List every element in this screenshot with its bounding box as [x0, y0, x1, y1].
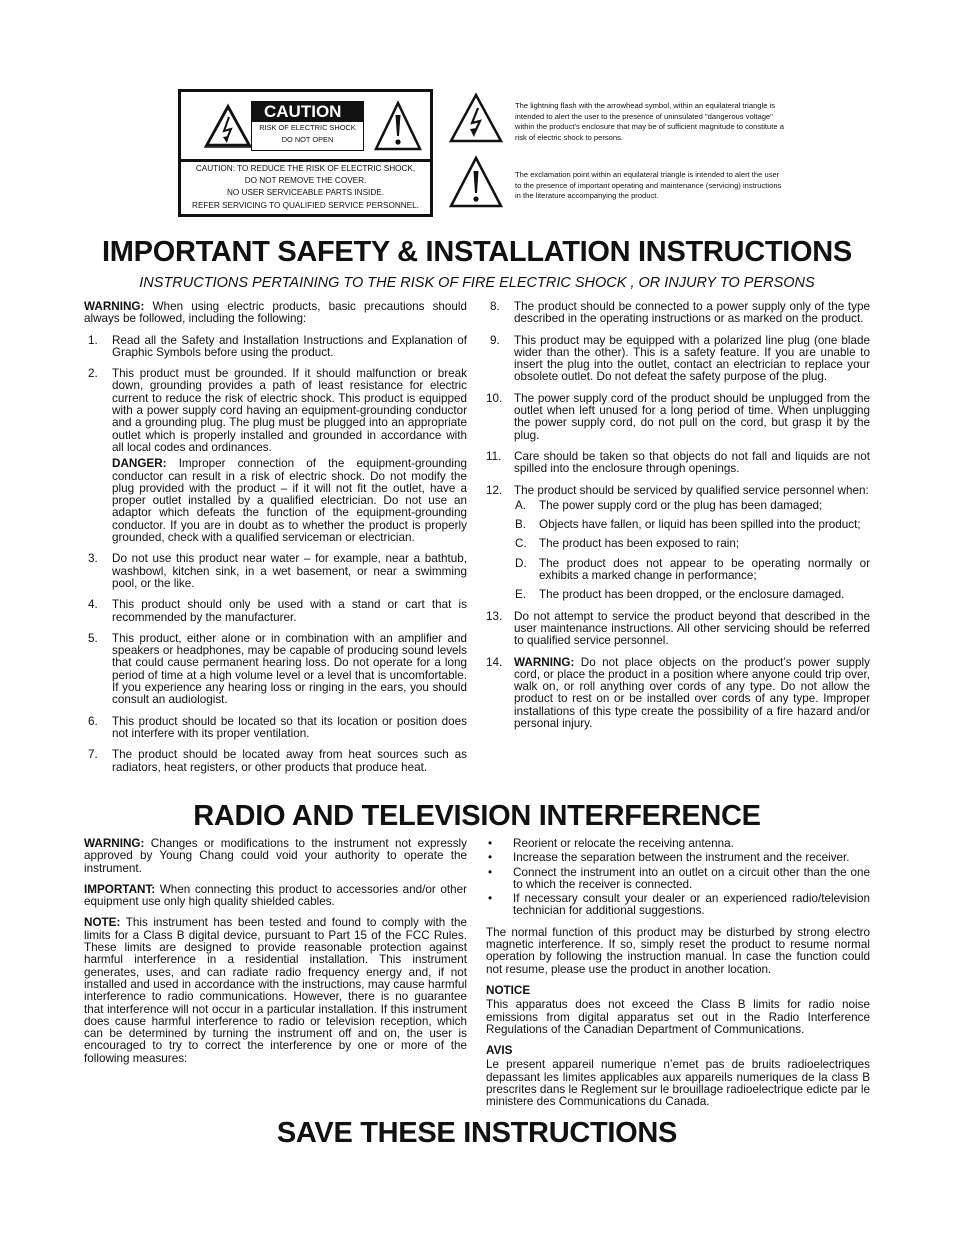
list-item: [84, 633, 467, 707]
sub-list-item: [489, 500, 870, 512]
caution-word: CAUTION: [252, 102, 363, 122]
bullet: •: [488, 892, 493, 906]
bullet: •: [488, 851, 493, 865]
avis-text: Le present appareil numerique n’emet pas de bruits radioelectriques depassant les limites applicables aux appareils numeriques de la class B prescrites dans le Reglement sur le brouillage radioelectrique edicte par le ministere des Communications du Canada.: [486, 1058, 870, 1109]
sub-list-item: [489, 558, 870, 583]
item-text: The product should be serviced by qualified service personnel when:: [514, 483, 869, 497]
sub-item-text: The power supply cord or the plug has been damaged;: [539, 498, 823, 512]
list-item: [84, 599, 467, 624]
measure-text: If necessary consult your dealer or an experienced radio/television technician for additional suggestions.: [513, 892, 870, 918]
list-item: [84, 716, 467, 741]
measure-text: Increase the separation between the instrument and the receiver.: [513, 851, 850, 865]
item-text: This product, either alone or in combination with an amplifier and speakers or headphones, may be capable of producing sound levels that could cause permanent hearing loss. Do not operate for a long period of time at a high volume level or a level that is uncomfortable. If you experience any hearing loss or ringing in the ears, you should consult an audiologist.: [112, 631, 467, 707]
measure-text: Reorient or relocate the receiving antenna.: [513, 837, 734, 850]
sub-item-text: The product does not appear to be operating normally or exhibits a marked change in performance;: [539, 556, 870, 583]
bullet: •: [488, 865, 493, 879]
item-warning-label: WARNING:: [514, 655, 575, 669]
avis-title: AVIS: [486, 1044, 513, 1058]
item-number: 11.: [486, 449, 502, 463]
item-number: 7.: [88, 748, 98, 762]
notice-text: This apparatus does not exceed the Class B limits for radio noise emissions from digital apparatus set out in the Radio Interference Regulations of the Canadian Department of Communications.: [486, 998, 870, 1036]
list-item: [486, 301, 870, 326]
list-item: [84, 749, 467, 774]
sub-item-text: The product has been dropped, or the enclosure damaged.: [539, 588, 845, 602]
list-item: [84, 368, 467, 454]
item-number: 10.: [486, 391, 503, 405]
list-item: [486, 335, 870, 384]
safety-warning: [84, 301, 467, 326]
caution-label: [178, 89, 433, 217]
radio-important: [84, 884, 467, 909]
page-subtitle: INSTRUCTIONS PERTAINING TO THE RISK OF FIRE ELECTRIC SHOCK , OR INJURY TO PERSONS: [139, 275, 815, 291]
item-number: 13.: [486, 609, 503, 623]
item-text: Do not place objects on the product’s power supply cord, or place the product in a position where anyone could trip over, walk on, or roll anything over cords of any type. Do not allow the product to rest on or be installed over cords of any type. Improper installations of this type create the possibility of a fire hazard and/or personal injury.: [514, 655, 870, 731]
radio-warning-text: Changes or modifications to the instrument not expressly approved by Young Chang could void your authority to operate the instrument.: [84, 837, 467, 875]
item-number: 6.: [88, 714, 98, 728]
sub-item-letter: A.: [515, 498, 527, 512]
radio-left-column: [84, 838, 467, 1074]
measure-item: [486, 867, 870, 892]
caution-open-text: DO NOT OPEN: [281, 135, 334, 144]
list-item: [486, 485, 870, 497]
caution-label-top: [181, 92, 430, 162]
item-text: The product should be connected to a power supply only of the type described in the operating instructions or as marked on the product.: [514, 300, 870, 326]
measure-text: Connect the instrument into an outlet on a circuit other than the one to which the receiver is connected.: [513, 865, 870, 891]
caution-instruction-line: NO USER SERVICEABLE PARTS INSIDE.: [227, 188, 384, 198]
avis-heading: [486, 1045, 870, 1057]
item-number: 3.: [88, 552, 98, 566]
exclamation-icon: [373, 100, 423, 152]
sub-item-text: The product has been exposed to rain;: [539, 537, 740, 551]
danger-label: DANGER:: [112, 457, 167, 471]
item-text: This product should be located so that its location or position does not interfere with its proper ventilation.: [112, 714, 467, 740]
sub-item-letter: D.: [515, 556, 527, 570]
sub-item-text: Objects have fallen, or liquid has been spilled into the product;: [539, 518, 861, 532]
important-label: IMPORTANT:: [84, 882, 156, 896]
caution-instruction-line: CAUTION: TO REDUCE THE RISK OF ELECTRIC SHOCK,: [195, 164, 416, 173]
list-item: [84, 553, 467, 590]
list-item: [84, 335, 467, 360]
save-instructions-title: SAVE THESE INSTRUCTIONS: [276, 1117, 678, 1149]
important-text: When connecting this product to accessories and/or other equipment use only high quality shielded cables.: [84, 882, 467, 909]
safety-right-column: [486, 301, 870, 739]
item-number: 1.: [88, 333, 98, 347]
warning-label: WARNING:: [84, 300, 145, 313]
sub-list-item: [489, 519, 870, 531]
note-text: This instrument has been tested and found to comply with the limits for a Class B digital device, pursuant to Part 15 of the FCC Rules. These limits are designed to provide reasonable protection against harmful interference in a residential installation. This instrument generates, uses, and can radiate radio frequency energy and, if not installed and used in accordance with the instructions, may cause harmful interference to radio communications. However, there is no guarantee that interference will not occur in a particular installation. If this instrument does cause harmful interference to radio or television reception, which can be determined by turning the instrument off and on, the user is encouraged to try to correct the interference by one or more of the following measures:: [84, 916, 467, 1065]
exclamation-triangle-icon: [448, 155, 504, 209]
measure-item: [486, 852, 870, 864]
item-text: Do not use this product near water – for example, near a bathtub, washbowl, kitchen sink, in a wet basement, or near a swimming pool, or the like.: [112, 552, 467, 590]
sub-item-letter: E.: [515, 588, 527, 602]
radio-section-title: RADIO AND TELEVISION INTERFERENCE: [193, 800, 761, 832]
item-number: 12.: [486, 483, 503, 497]
measure-item: [486, 893, 870, 918]
radio-warning-label: WARNING:: [84, 837, 145, 850]
page-title: IMPORTANT SAFETY & INSTALLATION INSTRUCTIONS: [102, 236, 852, 268]
service-conditions: [486, 500, 870, 602]
radio-note: [84, 917, 467, 1065]
item-text: This product must be grounded. If it should malfunction or break down, grounding provides a path of least resistance for electric current to reduce the risk of electric shock. This product is equipped with a power supply cord having an equipment-grounding conductor and a grounding plug. The plug must be plugged into an appropriate outlet which is properly installed and grounded in accordance with all local codes and ordinances.: [112, 367, 467, 454]
item-text: Read all the Safety and Installation Instructions and Explanation of Graphic Symbols before using the product.: [112, 333, 467, 359]
danger-note: [112, 458, 467, 544]
caution-instruction-line: DO NOT REMOVE THE COVER.: [244, 176, 367, 186]
lightning-symbol-explanation: The lightning flash with the arrowhead symbol, within an equilateral triangle is intended to alert the user to the presence of uninsulated "dangerous voltage" within the product's enclosure that may be of sufficient magnitude to constitute a risk of electric shock to persons.: [515, 101, 784, 142]
sub-item-letter: B.: [515, 518, 527, 532]
sub-list-item: [489, 589, 870, 601]
notice-title: NOTICE: [486, 983, 531, 997]
item-number: 2.: [88, 367, 98, 381]
item-number: 4.: [88, 598, 98, 612]
exclamation-symbol-explanation: The exclamation point within an equilateral triangle is intended to alert the user to the presence of important operating and maintenance (servicing) instructions in the literature accompanying the product.: [515, 170, 782, 201]
measure-item: [486, 838, 870, 850]
safety-left-column: [84, 301, 467, 783]
sub-item-letter: C.: [515, 537, 527, 551]
caution-instruction-line: REFER SERVICING TO QUALIFIED SERVICE PERSONNEL.: [192, 200, 419, 210]
caution-badge: [251, 101, 364, 151]
item-number: 9.: [490, 333, 500, 347]
note-label: NOTE:: [84, 916, 121, 930]
lightning-triangle-icon: [448, 92, 504, 144]
item-text: Care should be taken so that objects do not fall and liquids are not spilled into the enclosure through openings.: [514, 449, 870, 476]
lightning-icon: [203, 103, 253, 149]
radio-right-column: [486, 838, 870, 1118]
notice-heading: [486, 985, 870, 997]
bullet: •: [488, 837, 493, 850]
item-text: Do not attempt to service the product beyond that described in the user maintenance instructions. All other servicing should be referred to qualified service personnel.: [514, 609, 870, 648]
radio-warning: [84, 838, 467, 875]
item-text: This product should only be used with a stand or cart that is recommended by the manufacturer.: [112, 598, 467, 624]
caution-instructions: [181, 162, 430, 212]
list-item: [486, 451, 870, 476]
danger-text: Improper connection of the equipment-grounding conductor can result in a risk of electric shock. Do not modify the plug provided with the product – if it will not fit the outlet, have a proper outlet installed by a qualified electrician. Do not use an adaptor which defeats the function of the equipment-grounding conductor. If you are in doubt as to whether the product is properly grounded, check with a qualified serviceman or electrician.: [112, 457, 467, 545]
list-item: [486, 611, 870, 648]
item-text: This product may be equipped with a polarized line plug (one blade wider than the other). This is a safety feature. If you are unable to insert the plug into the outlet, contact an electrician to replace your obsolete outlet. Do not defeat the safety purpose of the plug.: [514, 333, 870, 384]
item-text: The power supply cord of the product should be unplugged from the outlet when left unused for a long period of time. When unplugging the power supply cord, do not pull on the cord, but grasp it by the plug.: [514, 391, 870, 442]
warning-text: When using electric products, basic precautions should always be followed, including the following:: [84, 300, 468, 326]
item-number: 8.: [490, 300, 500, 313]
item-number: 5.: [88, 631, 98, 645]
list-item: [486, 393, 870, 442]
item-number: 14.: [486, 655, 503, 669]
list-item: [486, 657, 870, 731]
normal-function-text: The normal function of this product may be disturbed by strong electro magnetic interference. If so, simply reset the product to resume normal operation by following the instruction manual. In case the function could not resume, please use the product in another location.: [486, 925, 870, 976]
sub-list-item: [489, 538, 870, 550]
caution-risk-text: RISK OF ELECTRIC SHOCK: [259, 123, 356, 132]
item-text: The product should be located away from heat sources such as radiators, heat registers, or other products that produce heat.: [112, 748, 467, 774]
